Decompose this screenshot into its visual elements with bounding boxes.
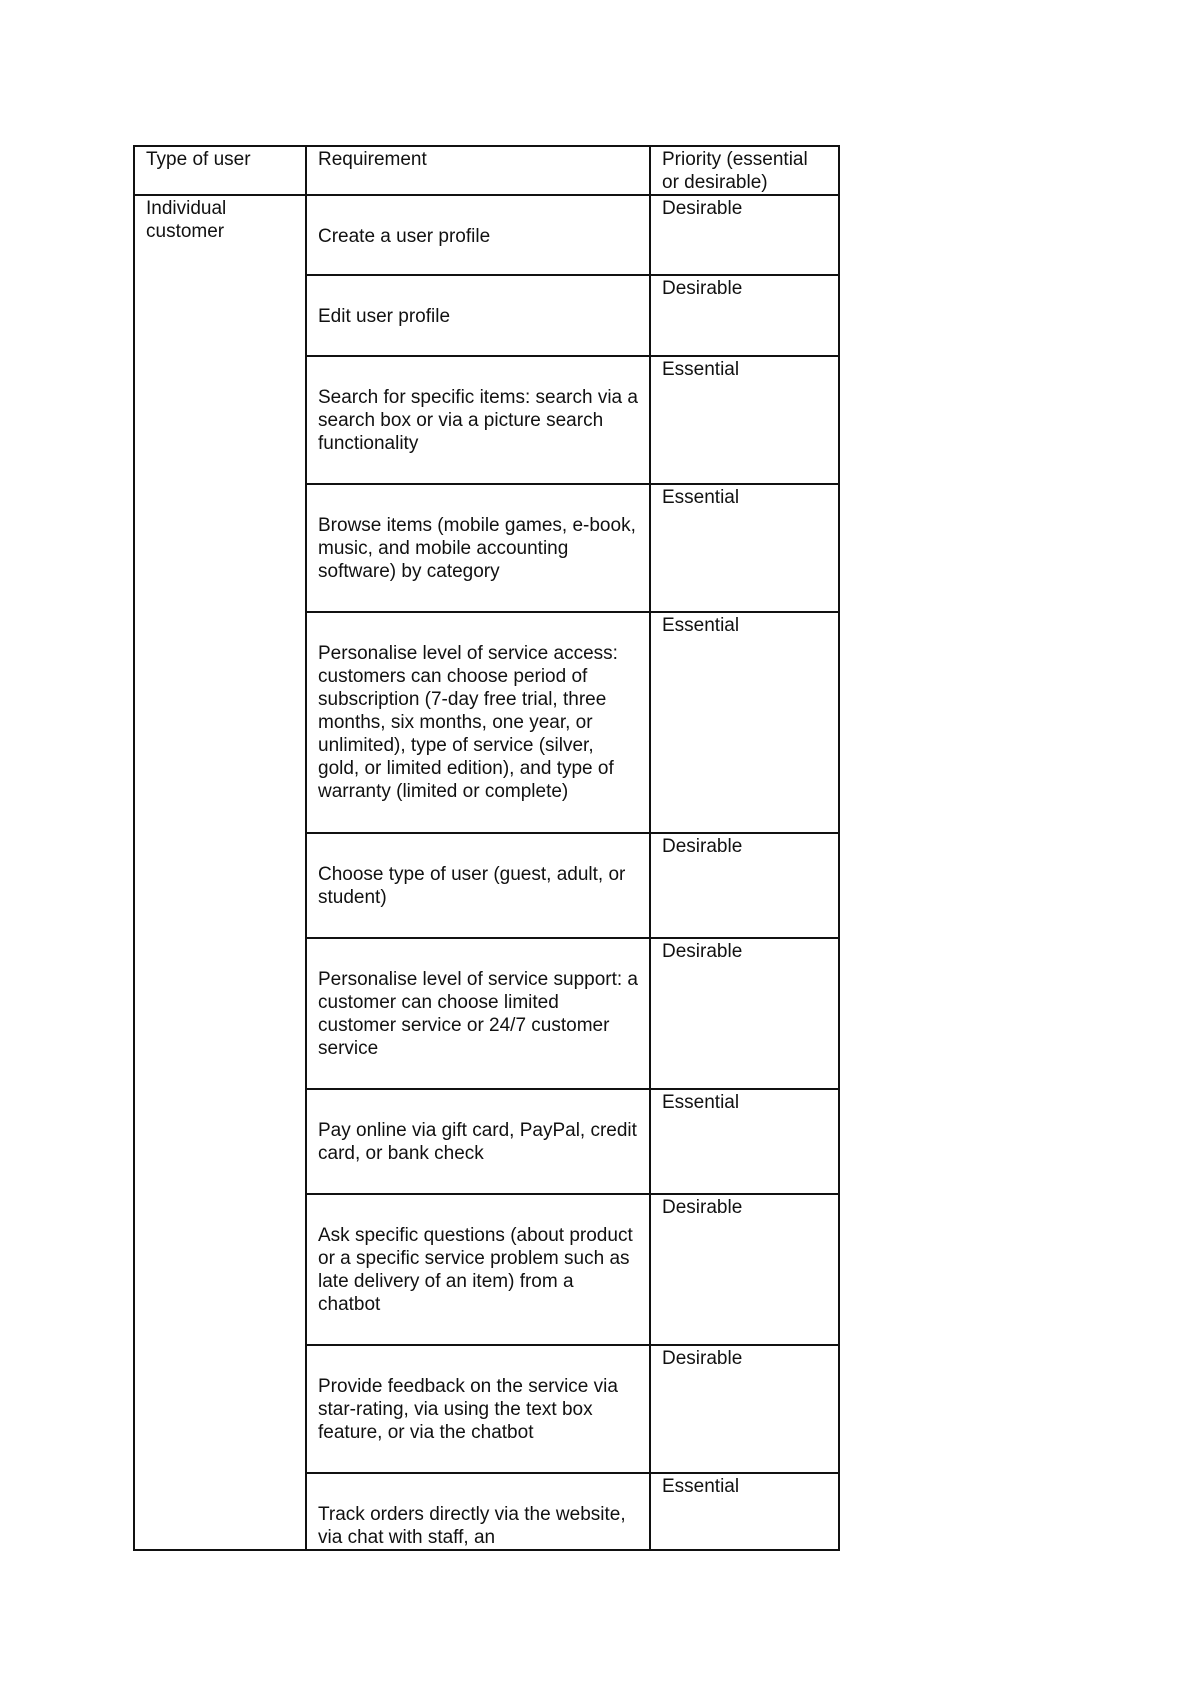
header-priority: Priority (essential or desirable) [650,146,839,195]
requirements-table [133,145,840,1551]
priority-cell [650,1345,839,1473]
priority-cell [650,833,839,938]
requirement-text: Edit user profile [318,306,451,327]
priority-cell [650,195,839,275]
requirement-text: Choose type of user (guest, adult, or student) [318,864,626,908]
priority-text: Desirable [662,1348,743,1369]
requirement-cell [306,275,650,356]
priority-cell [650,1473,839,1550]
priority-cell [650,938,839,1089]
priority-cell [650,275,839,356]
header-row [134,146,839,195]
requirement-text: Personalise level of service access: customers can choose period of subscription (7-day free trial, three months, six months, one year, or unlimited), type of service (silver, gold, or limited edition), and type of warranty (limited or complete) [318,643,618,802]
requirement-cell [306,1089,650,1194]
requirement-cell [306,833,650,938]
requirement-text: Ask specific questions (about product or a specific service problem such as late delivery of an item) from a chatbot [318,1225,633,1315]
priority-text: Essential [662,487,740,508]
requirement-text: Create a user profile [318,226,491,247]
priority-text: Desirable [662,1197,743,1218]
priority-cell [650,1194,839,1345]
priority-text: Essential [662,1092,740,1113]
requirement-cell [306,356,650,484]
requirement-text: Search for specific items: search via a search box or via a picture search functionality [318,387,638,454]
requirement-cell [306,938,650,1089]
priority-text: Essential [662,359,740,380]
priority-text: Essential [662,615,740,636]
priority-text: Desirable [662,198,743,219]
header-requirement: Requirement [306,146,650,195]
requirement-text: Pay online via gift card, PayPal, credit card, or bank check [318,1120,637,1164]
priority-cell [650,612,839,833]
requirement-cell [306,484,650,612]
priority-text: Essential [662,1476,740,1497]
priority-text: Desirable [662,278,743,299]
requirement-text: Personalise level of service support: a customer can choose limited customer service or 24/7 customer service [318,969,638,1059]
requirement-cell [306,612,650,833]
requirement-cell [306,195,650,275]
requirement-text: Provide feedback on the service via star-rating, via using the text box feature, or via the chatbot [318,1376,618,1443]
priority-text: Desirable [662,941,743,962]
table-row [134,195,839,275]
priority-cell [650,484,839,612]
priority-text: Desirable [662,836,743,857]
requirement-cell [306,1194,650,1345]
requirement-text: Track orders directly via the website, via chat with staff, an [318,1504,626,1548]
header-type-of-user: Type of user [134,146,306,195]
priority-cell [650,1089,839,1194]
requirement-text: Browse items (mobile games, e-book, music, and mobile accounting software) by category [318,515,636,582]
user-type-cell: Individual customer [134,195,306,1550]
priority-cell [650,356,839,484]
requirement-cell [306,1345,650,1473]
requirement-cell [306,1473,650,1550]
